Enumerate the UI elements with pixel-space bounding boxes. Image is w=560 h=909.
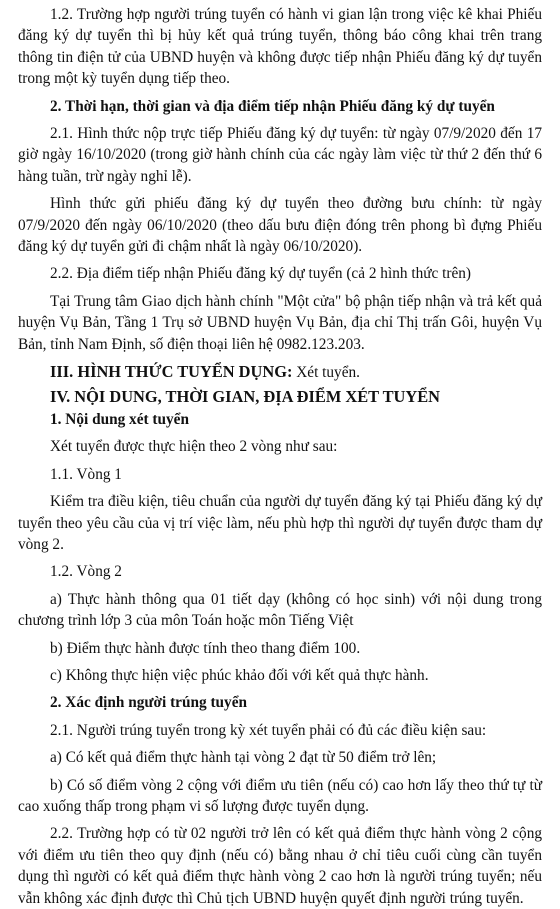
paragraph-2-2-tiebreak: 2.2. Trường hợp có từ 02 người trở lên có kết quả điểm thực hành vòng 2 cộng với điểm ưu tiên theo quy định (nếu có) bằng nhau ở chỉ tiêu cuối cùng cần tuyển dụng thì người có kết quả điểm thực hành vòng 2 cao hơn là người trúng tuyển; nếu vẫn không xác định được thì Chủ tịch UBND huyện quyết định người trúng tuyển.: [18, 825, 542, 907]
section-iii-label: III. HÌNH THỨC TUYỂN DỤNG:: [50, 362, 293, 382]
paragraph-2-1-b: b) Có số điểm vòng 2 cộng với điểm ưu tiên (nếu có) cao hơn lấy theo thứ tự từ cao xuống thấp trong phạm vi số lượng được tuyển dụng.: [18, 776, 542, 815]
paragraph-1-2-fraud: 1.2. Trường hợp người trúng tuyển có hành vi gian lận trong việc kê khai Phiếu đăng ký dự tuyển thì bị hủy kết quả trúng tuyển, thông báo công khai trên trang thông tin điện tử của UBND huyện và không được tiếp nhận Phiếu đăng ký dự tuyển trong một kỳ tuyển dụng tiếp theo.: [18, 6, 542, 88]
paragraph-location-address: Tại Trung tâm Giao dịch hành chính "Một cửa" bộ phận tiếp nhận và trả kết quả huyện Vụ Bản, Tầng 1 Trụ sở UBND huyện Vụ Bản, địa chỉ Thị trấn Gôi, huyện Vụ Bản, tỉnh Nam Định, số điện thoại liên hệ 0982.123.203.: [18, 292, 542, 353]
paragraph-2-2-location: 2.2. Địa điểm tiếp nhận Phiếu đăng ký dự tuyển (cả 2 hình thức trên): [50, 265, 472, 283]
paragraph-round-1-text: Kiểm tra điều kiện, tiêu chuẩn của người dự tuyển đăng ký tại Phiếu đăng ký dự tuyển theo yêu cầu của vị trí việc làm, nếu phù hợp thì người dự tuyển được tham dự vòng 2.: [18, 493, 542, 553]
section-2-heading: 2. Thời hạn, thời gian và địa điểm tiếp nhận Phiếu đăng ký dự tuyển: [50, 97, 495, 115]
paragraph-postal-submission: Hình thức gửi phiếu đăng ký dự tuyển theo đường bưu chính: từ ngày 07/9/2020 đến ngày 06/10/2020 (theo dấu bưu điện đóng trên phong bì đựng Phiếu đăng ký dự tuyển gửi đi chậm nhất là ngày 06/10/2020).: [18, 195, 542, 256]
paragraph-2-1-a: a) Có kết quả điểm thực hành tại vòng 2 đạt từ 50 điểm trở lên;: [50, 749, 437, 767]
paragraph-round-1-label: 1.1. Vòng 1: [50, 465, 122, 483]
paragraph-two-rounds: Xét tuyển được thực hiện theo 2 vòng như sau:: [50, 438, 338, 456]
subsection-1-heading: 1. Nội dung xét tuyển: [50, 410, 189, 428]
paragraph-2-1-direct-submission: 2.1. Hình thức nộp trực tiếp Phiếu đăng ký dự tuyển: từ ngày 07/9/2020 đến 17 giờ ngày 16/10/2020 (trong giờ hành chính của các ngày làm việc từ thứ 2 đến thứ 6 hàng tuần, trừ ngày nghỉ lễ).: [18, 125, 542, 185]
section-iii-value: Xét tuyển.: [292, 364, 360, 382]
section-iii-heading: [18, 361, 542, 383]
paragraph-round-2-c: c) Không thực hiện việc phúc khảo đối với kết quả thực hành.: [50, 666, 429, 684]
paragraph-round-2-b: b) Điểm thực hành được tính theo thang điểm 100.: [50, 639, 361, 657]
section-iv-heading: IV. NỘI DUNG, THỜI GIAN, ĐỊA ĐIỂM XÉT TUYỂN: [50, 386, 440, 406]
paragraph-round-2-a: a) Thực hành thông qua 01 tiết dạy (không có học sinh) với nội dung trong chương trình lớp 3 của môn Toán hoặc môn Tiếng Việt: [18, 590, 542, 630]
paragraph-round-2-label: 1.2. Vòng 2: [50, 563, 122, 581]
subsection-2-heading: 2. Xác định người trúng tuyển: [50, 694, 247, 712]
paragraph-2-1-conditions: 2.1. Người trúng tuyển trong kỳ xét tuyển phải có đủ các điều kiện sau:: [50, 721, 487, 739]
